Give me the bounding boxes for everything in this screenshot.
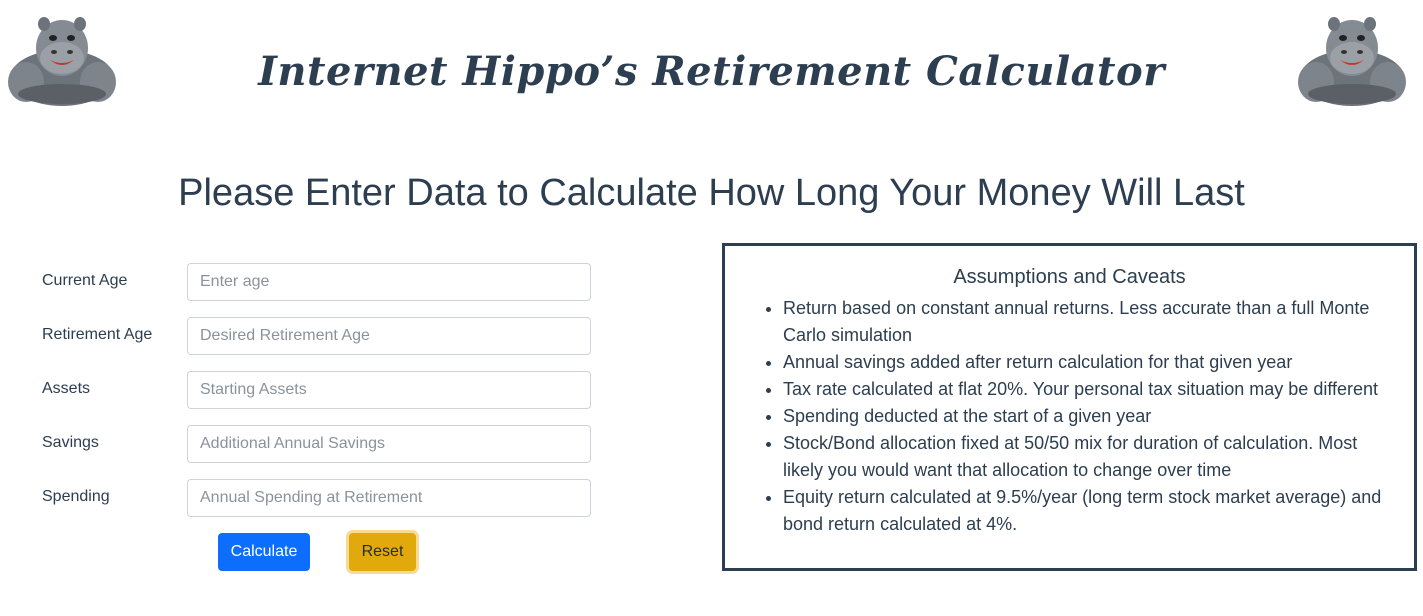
assumptions-title: Assumptions and Caveats (953, 266, 1186, 288)
assumption-item: • Tax rate calculated at flat 20%. Your personal tax situation may be different (783, 376, 1396, 403)
page-heading: Please Enter Data to Calculate How Long Your Money Will Last (178, 172, 1245, 214)
current-age-input[interactable] (187, 263, 591, 301)
assumption-item: • Annual savings added after return calculation for that given year (783, 349, 1396, 376)
assumption-item: • Stock/Bond allocation fixed at 50/50 mix for duration of calculation. Most likely you would want that allocation to change over time (783, 430, 1396, 484)
retirement-age-label: Retirement Age (42, 326, 153, 343)
reset-button[interactable]: Reset (349, 533, 416, 571)
form-row-current-age (42, 263, 602, 301)
assumptions-list (743, 295, 1396, 538)
form-row-spending (42, 479, 602, 517)
spending-input[interactable] (187, 479, 591, 517)
assumptions-panel (722, 243, 1417, 571)
savings-label: Savings (42, 434, 99, 451)
form-row-assets (42, 371, 602, 409)
assets-label: Assets (42, 380, 91, 397)
assumption-item: • Return based on constant annual returns. Less accurate than a full Monte Carlo simulation (783, 295, 1396, 349)
assumption-item: • Spending deducted at the start of a given year (783, 403, 1396, 430)
current-age-label: Current Age (42, 272, 128, 289)
retirement-age-input[interactable] (187, 317, 591, 355)
assumption-item: • Equity return calculated at 9.5%/year (long term stock market average) and bond return calculated at 4%. (783, 484, 1396, 538)
calculate-button[interactable]: Calculate (218, 533, 310, 571)
assets-input[interactable] (187, 371, 591, 409)
form-row-savings (42, 425, 602, 463)
form-row-retirement-age (42, 317, 602, 355)
app-title: Internet Hippo’s Retirement Calculator (258, 48, 1165, 95)
savings-input[interactable] (187, 425, 591, 463)
hippo-mascot-icon (1296, 14, 1408, 108)
spending-label: Spending (42, 488, 110, 505)
